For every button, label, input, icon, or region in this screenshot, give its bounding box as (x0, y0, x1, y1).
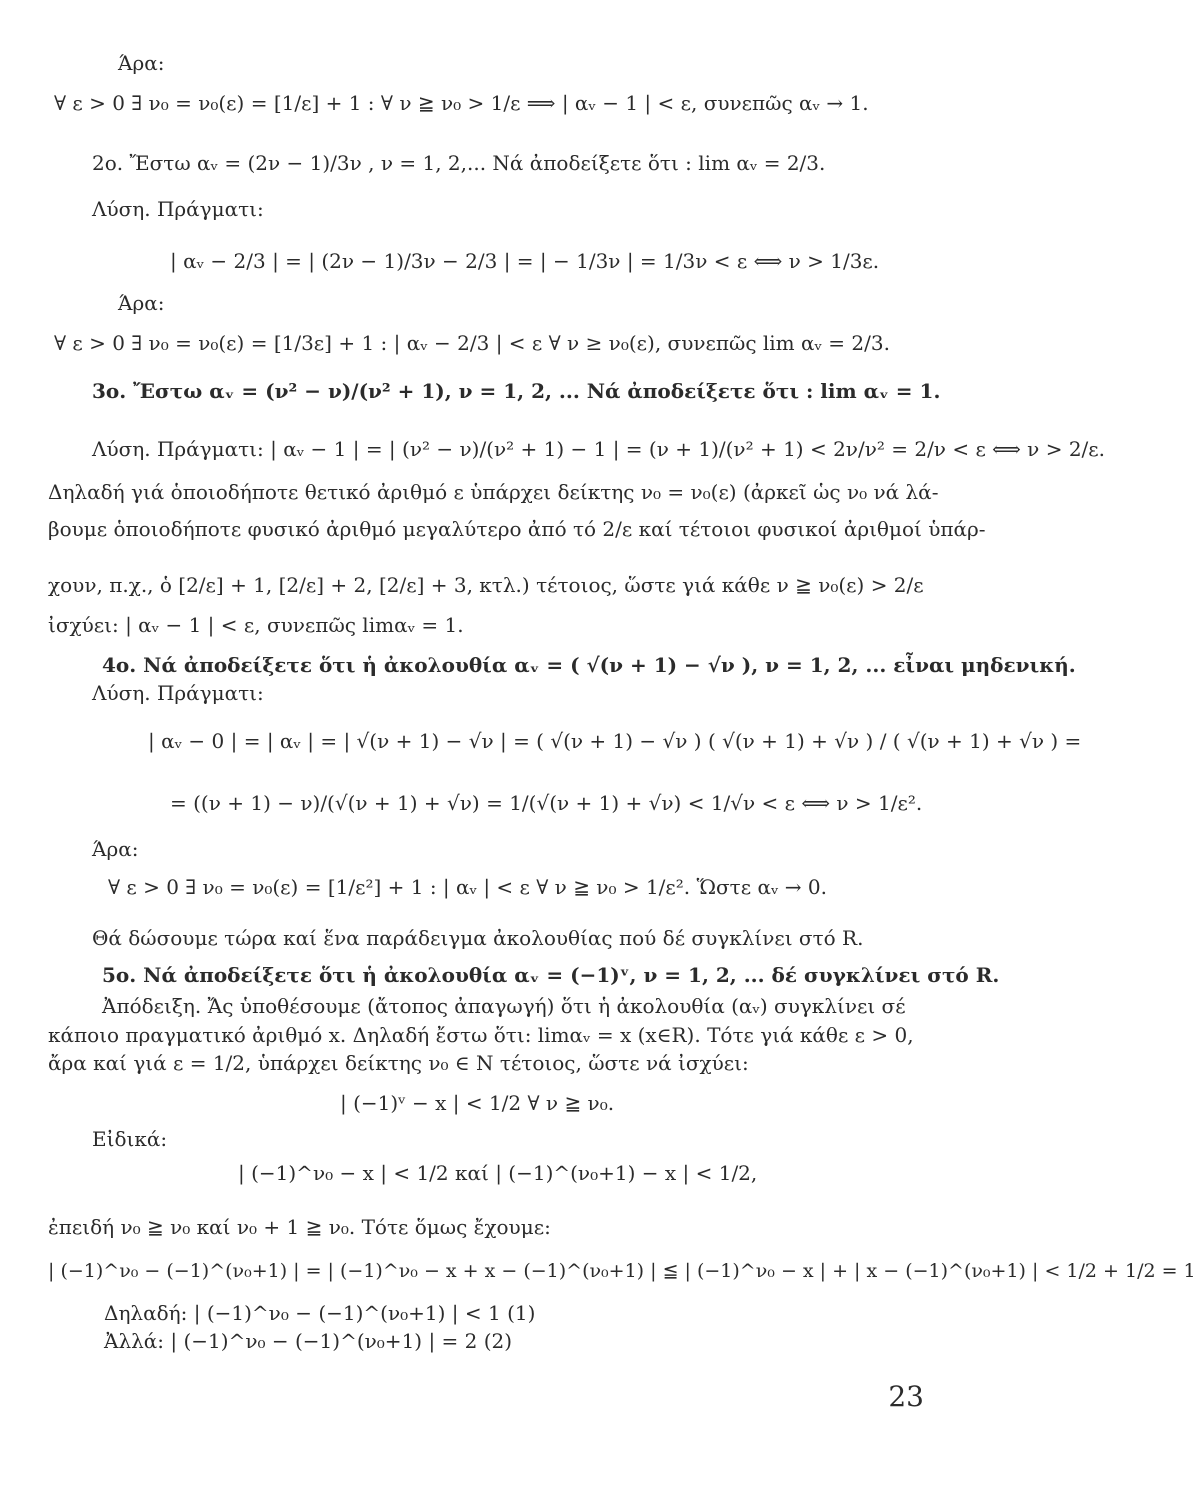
text-line: | αᵥ − 2/3 | = | (2ν − 1)/3ν − 2/3 | = | − 1/3ν | = 1/3ν < ε ⟺ ν > 1/3ε. (170, 249, 880, 273)
text-line: Θά δώσουμε τώρα καί ἕνα παράδειγμα ἀκολουθίας πού δέ συγκλίνει στό R. (92, 926, 864, 950)
text-line: Άρα: (92, 837, 139, 861)
text-line: χουν, π.χ., ὁ [2/ε] + 1, [2/ε] + 2, [2/ε] + 3, κτλ.) τέτοιος, ὥστε γιά κάθε ν ≧ ν₀(ε) > 2/ε (48, 573, 924, 597)
text-line: Λύση. Πράγματι: (92, 681, 264, 705)
text-line: βουμε ὁποιοδήποτε φυσικό ἀριθμό μεγαλύτερο ἀπό τό 2/ε καί τέτοιοι φυσικοί ἀριθμοί ὑπάρ- (48, 517, 986, 541)
text-line: Άρα: (118, 291, 165, 315)
text-line: Άρα: (118, 51, 165, 75)
text-line: Λύση. Πράγματι: (92, 197, 264, 221)
page-number: 23 (888, 1380, 924, 1413)
text-line: ∀ ε > 0 ∃ ν₀ = ν₀(ε) = [1/ε²] + 1 : | αᵥ | < ε ∀ ν ≧ ν₀ > 1/ε². Ὥστε αᵥ → 0. (108, 875, 827, 899)
text-line: 4ο. Νά ἀποδείξετε ὅτι ἡ ἀκολουθία αᵥ = ( √(ν + 1) − √ν ), ν = 1, 2, ... εἶναι μηδενική. (102, 653, 1076, 677)
text-line: κάποιο πραγματικό ἀριθμό x. Δηλαδή ἔστω ὅτι: limαᵥ = x (x∈R). Τότε γιά κάθε ε > 0, (48, 1023, 914, 1047)
text-line: ἐπειδή ν₀ ≧ ν₀ καί ν₀ + 1 ≧ ν₀. Τότε ὅμως ἔχουμε: (48, 1215, 551, 1239)
text-line: Ἀπόδειξη. Ἄς ὑποθέσουμε (ἄτοπος ἀπαγωγή) ὅτι ἡ ἀκολουθία (αᵥ) συγκλίνει σέ (102, 994, 906, 1018)
text-line: Λύση. Πράγματι: | αᵥ − 1 | = | (ν² − ν)/(ν² + 1) − 1 | = (ν + 1)/(ν² + 1) < 2ν/ν² = 2/ν < ε ⟺ ν > 2/ε. (92, 437, 1105, 461)
text-line: Ἀλλά: | (−1)^ν₀ − (−1)^(ν₀+1) | = 2 (2) (104, 1329, 513, 1353)
text-line: ∀ ε > 0 ∃ ν₀ = ν₀(ε) = [1/3ε] + 1 : | αᵥ − 2/3 | < ε ∀ ν ≥ ν₀(ε), συνεπῶς lim αᵥ = 2/3. (54, 331, 890, 355)
text-line: 3ο. Ἔστω αᵥ = (ν² − ν)/(ν² + 1), ν = 1, 2, ... Νά ἀποδείξετε ὅτι : lim αᵥ = 1. (92, 379, 941, 403)
text-line: Εἰδικά: (92, 1127, 168, 1151)
text-line: | (−1)^ν₀ − x | < 1/2 καί | (−1)^(ν₀+1) − x | < 1/2, (238, 1161, 758, 1185)
text-line: | (−1)ᵛ − x | < 1/2 ∀ ν ≧ ν₀. (340, 1091, 615, 1115)
text-line: 5ο. Νά ἀποδείξετε ὅτι ἡ ἀκολουθία αᵥ = (−1)ᵛ, ν = 1, 2, ... δέ συγκλίνει στό R. (102, 963, 1000, 987)
text-line: ἰσχύει: | αᵥ − 1 | < ε, συνεπῶς limαᵥ = 1. (48, 613, 464, 637)
text-line: ∀ ε > 0 ∃ ν₀ = ν₀(ε) = [1/ε] + 1 : ∀ ν ≧ ν₀ > 1/ε ⟹ | αᵥ − 1 | < ε, συνεπῶς αᵥ → 1. (54, 91, 869, 115)
text-line: | αᵥ − 0 | = | αᵥ | = | √(ν + 1) − √ν | = ( √(ν + 1) − √ν ) ( √(ν + 1) + √ν ) / ( √(ν + 1) + √ν ) = (148, 729, 1082, 753)
text-line: 2ο. Ἔστω αᵥ = (2ν − 1)/3ν , ν = 1, 2,... Νά ἀποδείξετε ὅτι : lim αᵥ = 2/3. (92, 151, 826, 175)
text-line: Δηλαδή: | (−1)^ν₀ − (−1)^(ν₀+1) | < 1 (1) (104, 1301, 536, 1325)
text-line: = ((ν + 1) − ν)/(√(ν + 1) + √ν) = 1/(√(ν + 1) + √ν) < 1/√ν < ε ⟺ ν > 1/ε². (170, 791, 923, 815)
text-line: ἄρα καί γιά ε = 1/2, ὑπάρχει δείκτης ν₀ ∈ N τέτοιος, ὥστε νά ἰσχύει: (48, 1051, 749, 1075)
text-line: Δηλαδή γιά ὁποιοδήποτε θετικό ἀριθμό ε ὑπάρχει δείκτης ν₀ = ν₀(ε) (ἀρκεῖ ὡς ν₀ νά λά- (48, 480, 939, 504)
text-line: | (−1)^ν₀ − (−1)^(ν₀+1) | = | (−1)^ν₀ − x + x − (−1)^(ν₀+1) | ≦ | (−1)^ν₀ − x | + | x − (−1)^(ν₀+1) | < 1/2 + 1/2 = 1 (48, 1260, 1196, 1282)
